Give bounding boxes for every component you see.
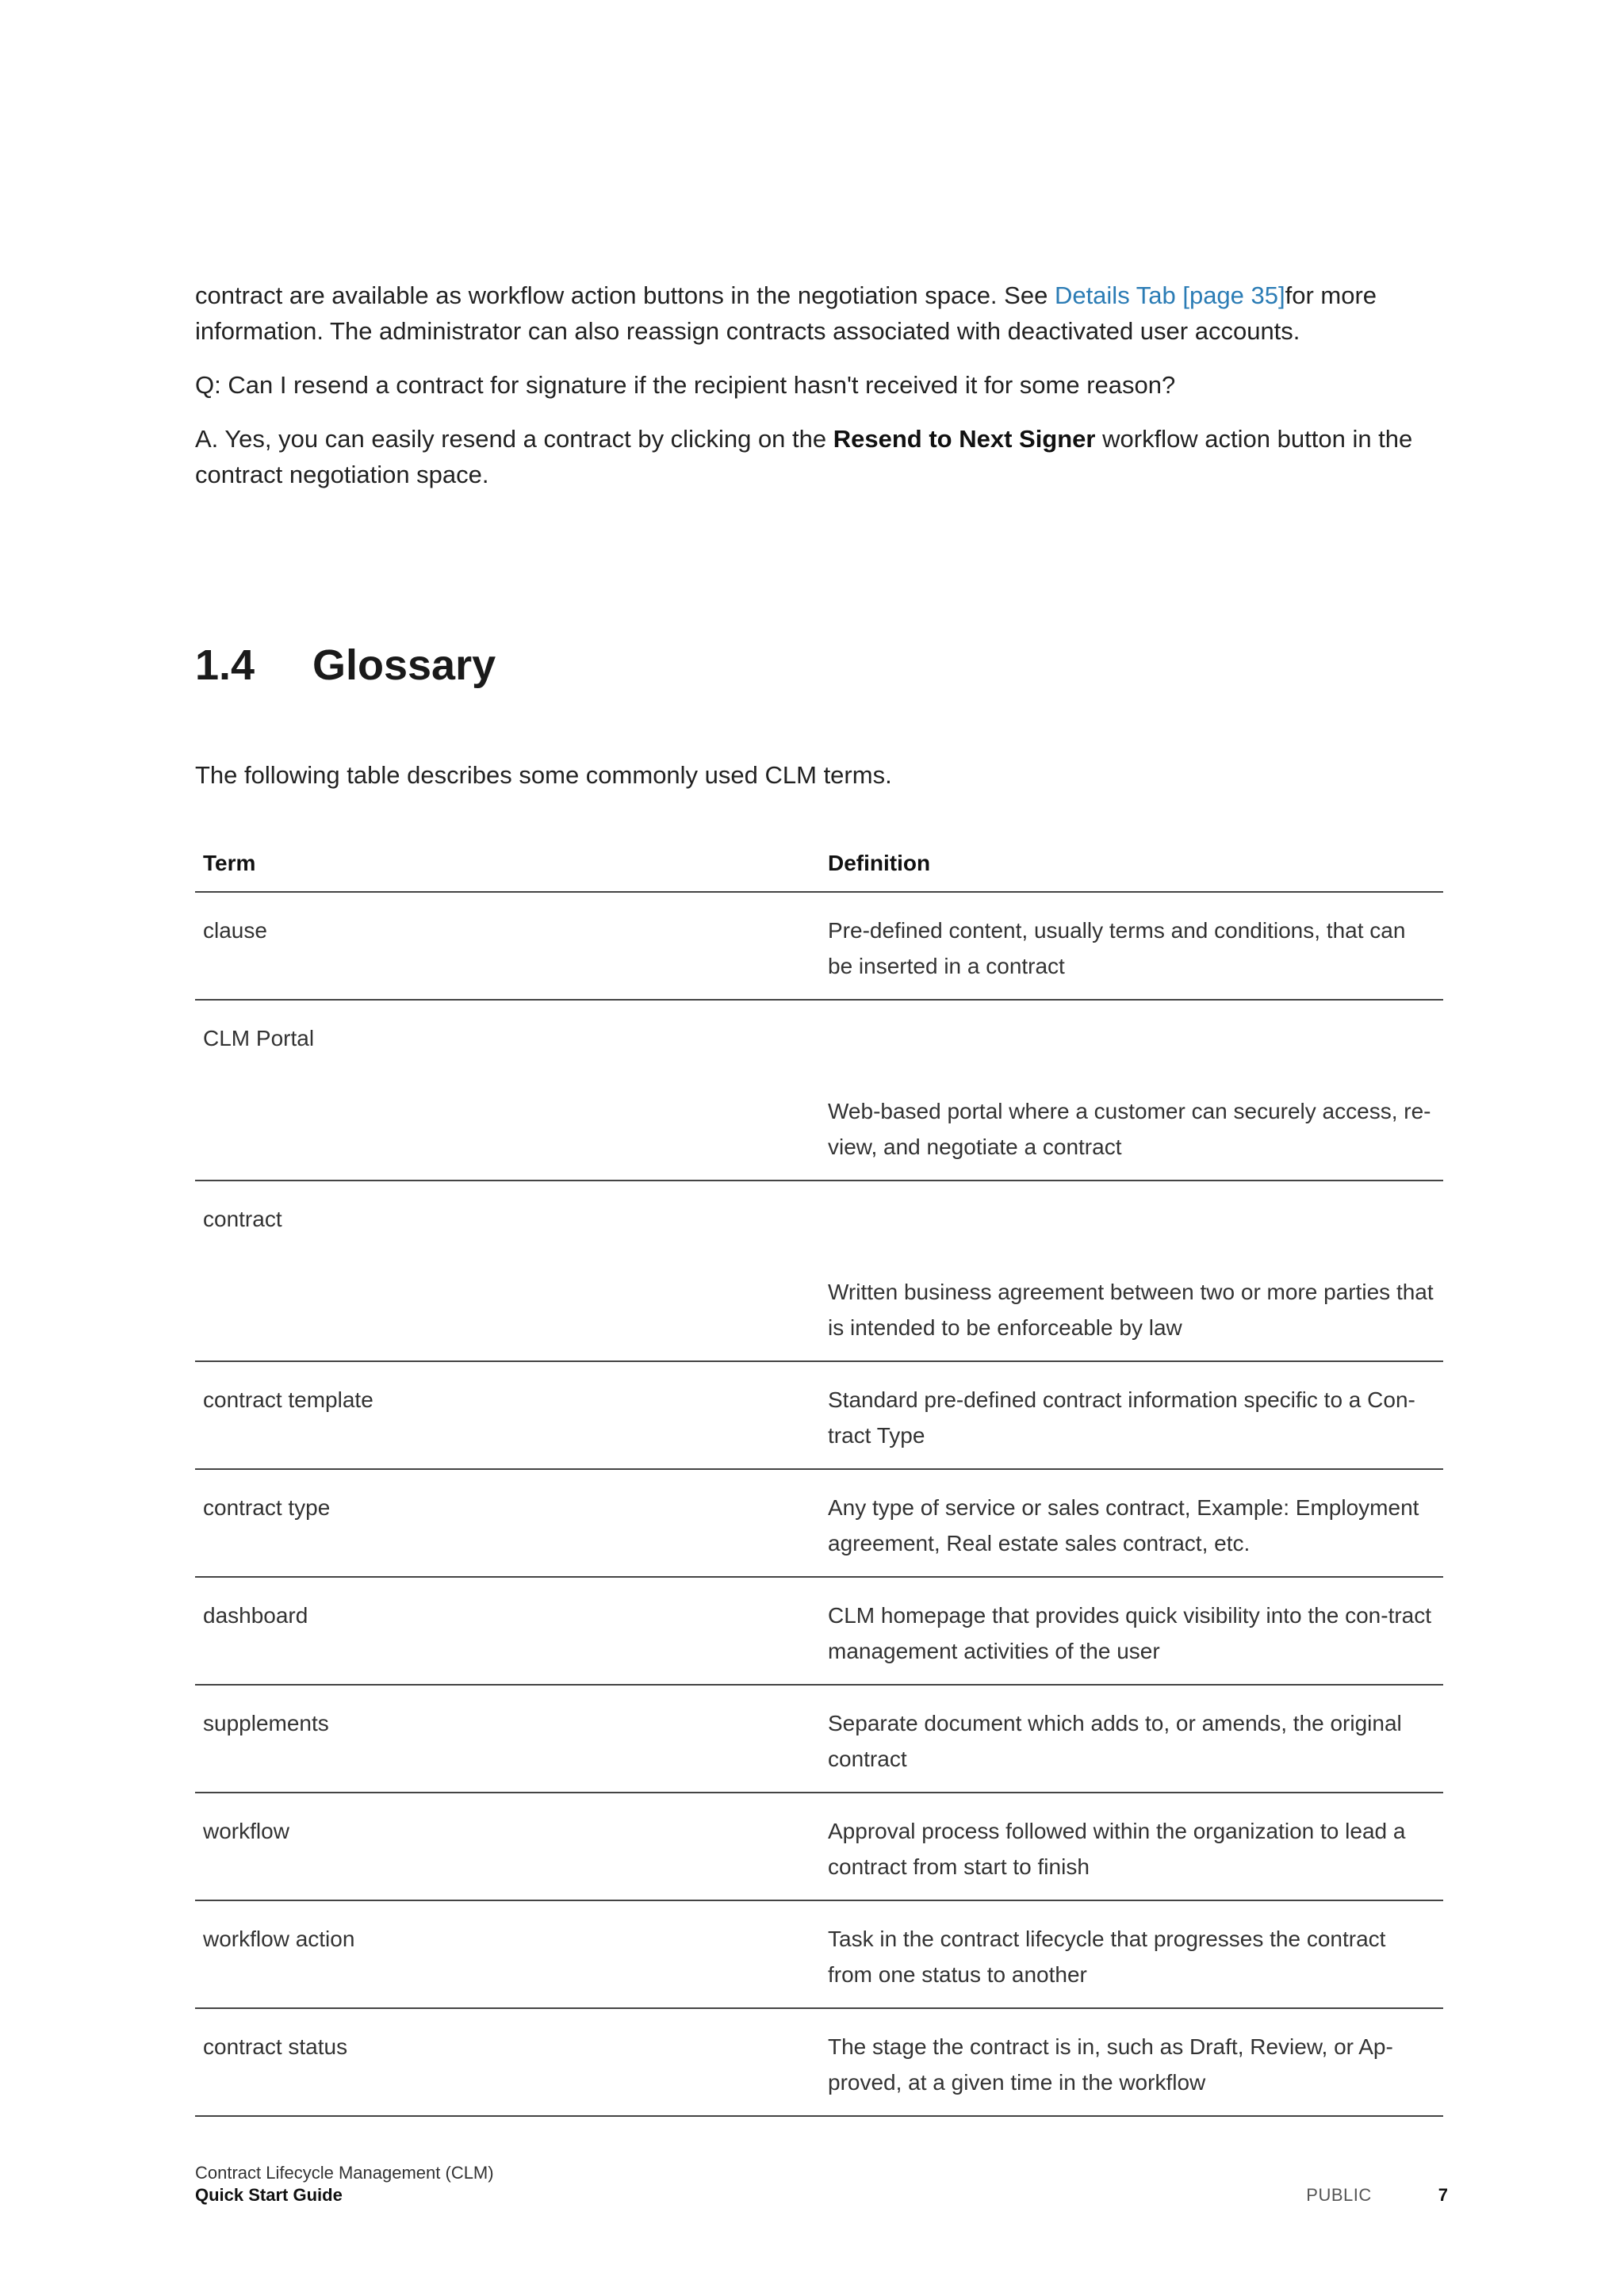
term-cell: workflow	[195, 1793, 820, 1900]
table-row	[195, 1577, 1443, 1685]
answer-text: workflow action button in the contract negotiation space.	[195, 425, 1413, 488]
faq-question: Q: Can I resend a contract for signature if the recipient hasn't received it for some reason?	[195, 371, 1176, 399]
paragraph-text: for more information. The administrator can also reassign contracts associated with deactivated user accounts.	[195, 281, 1377, 345]
term-cell: clause	[195, 892, 820, 1000]
table-row	[195, 1181, 1443, 1361]
footer-right	[1306, 2184, 1448, 2206]
glossary-table	[195, 837, 1443, 2117]
paragraph-reassign	[195, 277, 1448, 349]
table-row	[195, 1469, 1443, 1577]
table-header-row	[195, 837, 1443, 892]
table-row	[195, 1793, 1443, 1900]
details-tab-link[interactable]: Details Tab [page 35]	[1054, 281, 1285, 309]
column-header-term: Term	[195, 837, 820, 892]
term-cell: contract status	[195, 2008, 820, 2116]
term-cell: dashboard	[195, 1577, 820, 1685]
definition-cell: The stage the contract is in, such as Draft, Review, or Ap-proved, at a given time in the workflow	[820, 2008, 1443, 2116]
footer-doc-subtitle: Quick Start Guide	[195, 2185, 343, 2205]
faq-answer	[195, 421, 1448, 492]
resend-action-name: Resend to Next Signer	[833, 425, 1096, 453]
table-intro: The following table describes some commonly used CLM terms.	[195, 761, 892, 789]
definition-cell: Any type of service or sales contract, Example: Employment agreement, Real estate sales contract, etc.	[820, 1469, 1443, 1577]
definition-cell: CLM homepage that provides quick visibility into the con-tract management activities of the user	[820, 1577, 1443, 1685]
table-row	[195, 1900, 1443, 2008]
table-row	[195, 1000, 1443, 1181]
definition-cell: Pre-defined content, usually terms and conditions, that can be inserted in a contract	[820, 892, 1443, 1000]
table-row	[195, 892, 1443, 1000]
classification-label: PUBLIC	[1306, 2185, 1372, 2205]
definition-cell: Written business agreement between two or more parties that is intended to be enforceable by law	[820, 1181, 1443, 1361]
section-heading	[195, 641, 496, 690]
term-cell: CLM Portal	[195, 1000, 820, 1181]
definition-cell: Separate document which adds to, or amends, the original contract	[820, 1685, 1443, 1793]
term-cell: supplements	[195, 1685, 820, 1793]
table-row	[195, 1361, 1443, 1469]
intro-text	[195, 277, 1448, 511]
term-cell: contract type	[195, 1469, 820, 1577]
definition-cell: Standard pre-defined contract information specific to a Con-tract Type	[820, 1361, 1443, 1469]
footer-doc-title: Contract Lifecycle Management (CLM)	[195, 2163, 494, 2183]
term-cell: contract template	[195, 1361, 820, 1469]
column-header-definition: Definition	[820, 837, 1443, 892]
definition-cell: Approval process followed within the organization to lead a contract from start to finish	[820, 1793, 1443, 1900]
section-title: Glossary	[312, 641, 496, 689]
term-cell: contract	[195, 1181, 820, 1361]
definition-cell: Web-based portal where a customer can securely access, re-view, and negotiate a contract	[820, 1000, 1443, 1181]
paragraph-text: contract are available as workflow action buttons in the negotiation space. See	[195, 281, 1055, 309]
term-cell: workflow action	[195, 1900, 820, 2008]
table-row	[195, 2008, 1443, 2116]
section-number: 1.4	[195, 641, 255, 689]
page-footer	[195, 2162, 1448, 2206]
table-row	[195, 1685, 1443, 1793]
answer-text: A. Yes, you can easily resend a contract by clicking on the	[195, 425, 833, 453]
page-number: 7	[1438, 2185, 1448, 2205]
definition-cell: Task in the contract lifecycle that progresses the contract from one status to another	[820, 1900, 1443, 2008]
footer-doc-info	[195, 2162, 1448, 2206]
